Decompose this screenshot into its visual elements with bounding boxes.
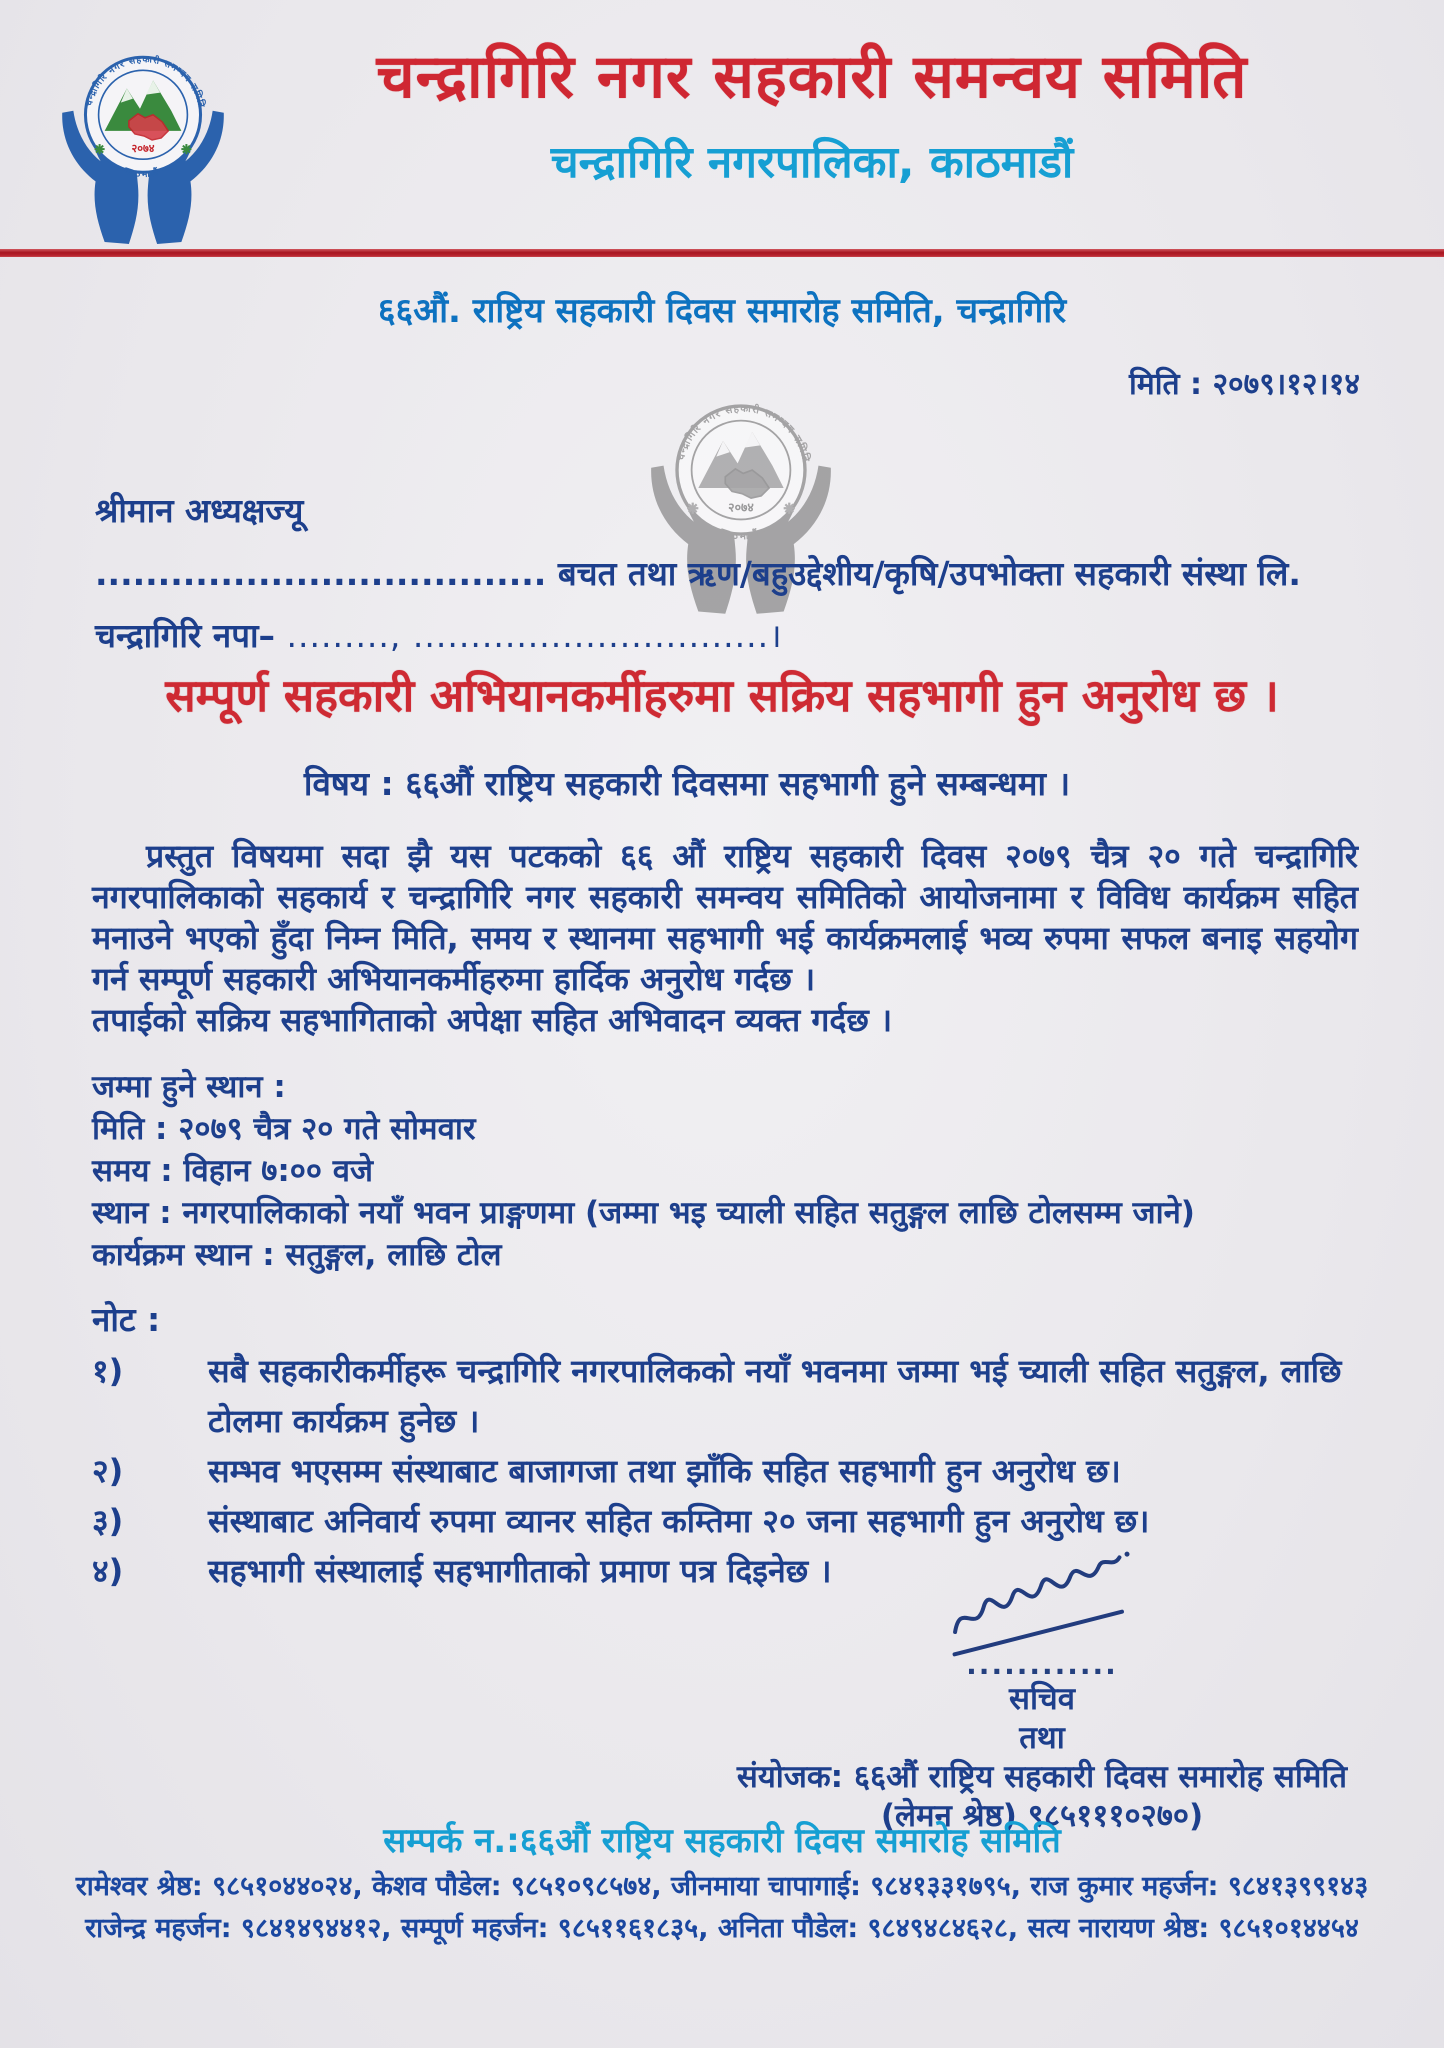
note-item xyxy=(92,1496,1364,1546)
note-text: सबै सहकारीकर्मीहरू चन्द्रागिरि नगरपालिकको नयाँ भवनमा जम्मा भई च्याली सहित सतुङ्गल, लाछि टोलमा कार्यक्रम हुनेछ । xyxy=(208,1352,1342,1440)
address-place-blank: ...............................। xyxy=(412,616,783,655)
address-ward-blank: ........., xyxy=(286,616,402,655)
note-number: ३) xyxy=(92,1502,124,1540)
note-number: २) xyxy=(92,1452,124,1490)
address-line xyxy=(95,612,783,657)
meeting-details xyxy=(92,1066,1358,1276)
org-name: चन्द्रागिरि नगर सहकारी समन्वय समिति xyxy=(376,42,1248,112)
signatory-name-phone: (लेमन श्रेष्ठ) ९८५१११०२७०) xyxy=(880,1798,1204,1834)
note-item xyxy=(92,1446,1364,1496)
contact-line-1: रामेश्वर श्रेष्ठ: ९८५१०४४०२४, केशव पौडेल: ९८५१०९८५७४, जीनमाया चापागाई: ९८४१३३१७९५, राज कुमार महर्जन: ९८४१३९९१४३ xyxy=(75,1871,1369,1902)
committee-title: ६६औं. राष्ट्रिय सहकारी दिवस समारोह समिति, चन्द्रागिरि xyxy=(377,291,1067,331)
recipient-org-type: बचत तथा ऋण/बहुउद्देशीय/कृषि/उपभोक्ता सहकारी संस्था लि. xyxy=(557,554,1301,593)
salutation: श्रीमान अध्यक्षज्यू xyxy=(95,491,304,530)
meeting-location: स्थान : नगरपालिकाको नयाँ भवन प्राङ्गणमा (जम्मा भइ च्याली सहित सतुङ्गल लाछि टोलसम्म जाने) xyxy=(92,1195,1195,1231)
program-location: कार्यक्रम स्थान : सतुङ्गल, लाछि टोल xyxy=(92,1237,502,1273)
letterhead xyxy=(0,26,1444,248)
note-text: सम्भव भएसम्म संस्थाबाट बाजागजा तथा झाँकि सहित सहभागी हुन अनुरोध छ। xyxy=(208,1452,1121,1490)
closing-line: तपाईको सक्रिय सहभागिताको अपेक्षा सहित अभिवादन व्यक्त गर्दछ । xyxy=(92,1001,893,1039)
letter-date: मिति : २०७९।१२।१४ xyxy=(1128,367,1360,402)
signatory-title: सचिव xyxy=(1009,1681,1075,1717)
signature-dots: ............ xyxy=(966,1648,1118,1681)
gathering-place-label: जम्मा हुने स्थान : xyxy=(92,1069,286,1105)
recipient-name-blank: .................................... xyxy=(95,554,547,593)
handwritten-signature-icon xyxy=(937,1540,1147,1658)
notes-label: नोट : xyxy=(92,1300,161,1339)
note-number: १) xyxy=(92,1352,124,1390)
signature-block xyxy=(690,1540,1394,1836)
meeting-time: समय : विहान ७:०० वजे xyxy=(92,1153,373,1189)
convener-line: संयोजक: ६६औं राष्ट्रिय सहकारी दिवस समारोह समिति xyxy=(736,1759,1348,1795)
note-number: ४) xyxy=(92,1552,124,1590)
body-paragraph: प्रस्तुत विषयमा सदा झै यस पटकको ६६ औं राष्ट्रिय सहकारी दिवस २०७९ चैत्र २० गते चन्द्रागिरि नगरपालिकाको सहकार्य र चन्द्रागिरि नगर सहकारी समन्वय समितिको आयोजनामा र विविध कार्यक्रम सहित मनाउने भएको हुँदा निम्न मिति, समय र स्थानमा सहभागी भई कार्यक्रमलाई भव्य रुपमा सफल बनाइ सहयोग गर्न सम्पूर्ण सहकारी अभियानकर्मीहरुमा हार्दिक अनुरोध गर्दछ । xyxy=(92,837,1358,998)
note-item xyxy=(92,1346,1364,1446)
org-location: चन्द्रागिरि नगरपालिका, काठमाडौं xyxy=(550,137,1074,188)
cooperative-hands-emblem-icon xyxy=(36,32,250,246)
footer-contacts xyxy=(0,1816,1444,1946)
contact-line-2: राजेन्द्र महर्जन: ९८४१४९४४१२, सम्पूर्ण महर्जन: ९८५११६१८३५, अनिता पौडेल: ९८४९४८४६२८, सत्य नारायण श्रेष्ठ: ९८५१०१४४५४ xyxy=(85,1913,1359,1944)
subject-line: विषय : ६६औं राष्ट्रिय सहकारी दिवसमा सहभागी हुने सम्बन्धमा । xyxy=(303,764,1071,803)
note-text: संस्थाबाट अनिवार्य रुपमा व्यानर सहित कम्तिमा २० जना सहभागी हुन अनुरोध छ। xyxy=(208,1502,1150,1540)
note-text: सहभागी संस्थालाई सहभागीताको प्रमाण पत्र दिइनेछ । xyxy=(208,1552,832,1590)
recipient-line xyxy=(95,550,1301,595)
signatory-conjunction: तथा xyxy=(1019,1720,1065,1756)
request-headline: सम्पूर्ण सहकारी अभियानकर्मीहरुमा सक्रिय सहभागी हुन अनुरोध छ । xyxy=(165,669,1279,722)
meeting-date: मिति : २०७९ चैत्र २० गते सोमवार xyxy=(92,1111,476,1147)
address-prefix: चन्द्रागिरि नपा– xyxy=(95,616,275,655)
contact-heading: सम्पर्क न.:६६औं राष्ट्रिय सहकारी दिवस समारोह समिति xyxy=(383,1821,1061,1861)
letterhead-divider xyxy=(0,249,1444,257)
